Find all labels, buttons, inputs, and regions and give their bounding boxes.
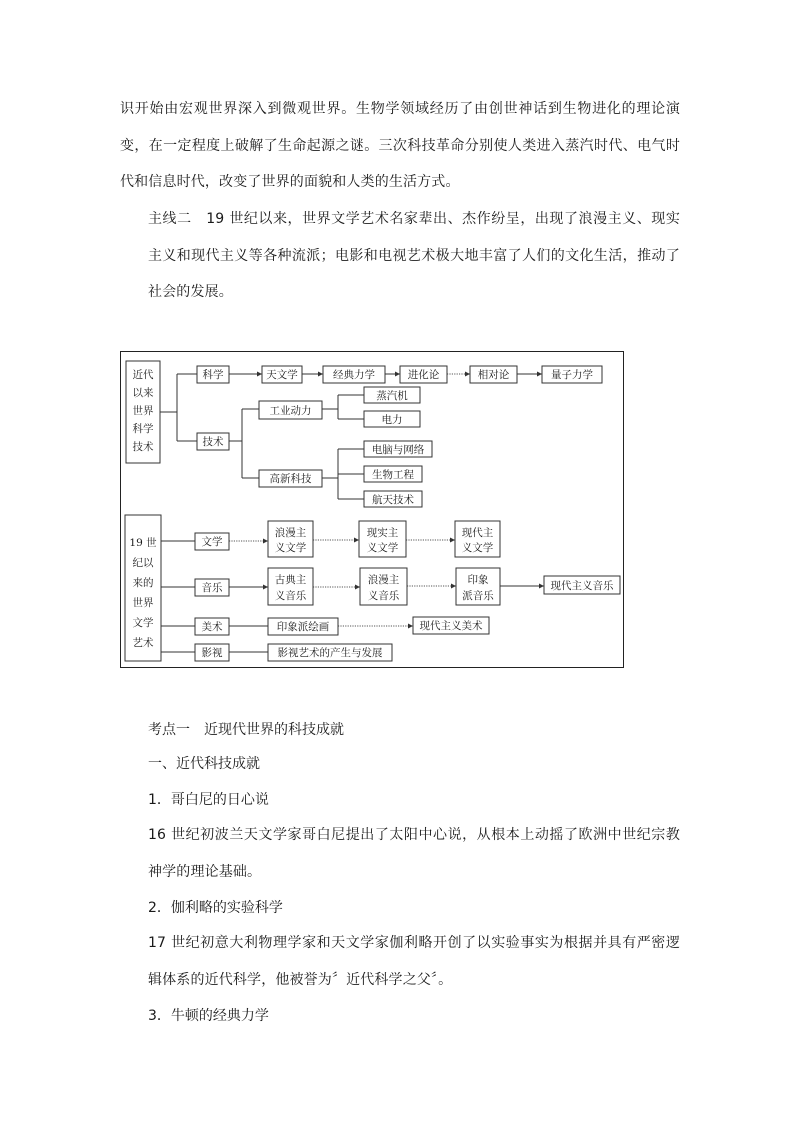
art-chain-label: 现代主义美术 xyxy=(419,620,483,632)
arts-root-line: 文学 xyxy=(132,617,154,629)
literature-chain-line: 义文学 xyxy=(461,542,494,554)
arts-root-line: 19 世 xyxy=(129,537,157,549)
science-chain-label: 经典力学 xyxy=(333,369,375,381)
music-label: 音乐 xyxy=(201,582,223,594)
art-chain-label: 印象派绘画 xyxy=(276,621,330,633)
science-root-line: 以来 xyxy=(132,387,154,399)
paragraph-mainline-two: 主线二 19 世纪以来，世界文学艺术名家辈出、杰作纷呈，出现了浪漫主义、现实主义和现代主义等各种流派；电影和电视艺术极大地丰富了人们的文化生活，推动了社会的发展。 xyxy=(148,211,680,300)
literature-chain-line: 义文学 xyxy=(274,542,307,554)
item-heading-galileo: 2．伽利略的实验科学 xyxy=(148,900,283,916)
science-chain-label: 相对论 xyxy=(477,369,510,381)
industrial-power-label: 工业动力 xyxy=(269,405,312,417)
arts-root-line: 纪以 xyxy=(132,557,154,569)
paragraph-galileo: 17 世纪初意大利物理学家和天文学家伽利略开创了以实验事实为根据并具有严密逻辑体系的近代科学，他被誉为〞近代科学之父〞。 xyxy=(148,935,680,988)
science-root-line: 世界 xyxy=(132,405,154,417)
power-item-label: 电力 xyxy=(381,414,403,426)
music-chain-line: 义音乐 xyxy=(274,590,307,602)
literature-label: 文学 xyxy=(201,536,223,548)
music-chain-line: 派音乐 xyxy=(462,590,494,602)
science-root-line: 技术 xyxy=(132,441,154,453)
music-chain-line: 印象 xyxy=(467,574,489,586)
exam-point-heading: 考点一 近现代世界的科技成就 xyxy=(148,722,344,738)
power-connector xyxy=(322,395,364,419)
arts-root-line: 世界 xyxy=(132,597,154,609)
tech-connector xyxy=(229,409,259,478)
music-chain-line: 义音乐 xyxy=(367,590,400,602)
literature-chain-line: 现实主 xyxy=(366,527,399,539)
science-chain-label: 进化论 xyxy=(407,369,440,381)
music-last-label: 现代主义音乐 xyxy=(550,580,614,592)
item-heading-copernicus: 1．哥白尼的日心说 xyxy=(148,792,269,808)
science-label: 科学 xyxy=(202,369,224,381)
power-item-label: 蒸汽机 xyxy=(376,390,408,402)
science-root-line: 近代 xyxy=(132,369,154,381)
hightech-item-label: 电脑与网络 xyxy=(371,444,425,456)
science-root-line: 科学 xyxy=(132,423,154,435)
arts-root-line: 来的 xyxy=(132,577,154,589)
music-chain-line: 古典主 xyxy=(274,574,307,586)
literature-chain-line: 现代主 xyxy=(461,527,494,539)
art-label: 美术 xyxy=(201,621,223,633)
tech-label: 技术 xyxy=(202,436,224,448)
knowledge-structure-diagram xyxy=(120,351,625,669)
film-item-label: 影视艺术的产生与发展 xyxy=(277,647,383,659)
section-heading: 一、近代科技成就 xyxy=(148,756,260,772)
paragraph-copernicus: 16 世纪初波兰天文学家哥白尼提出了太阳中心说，从根本上动摇了欧洲中世纪宗教神学的理论基础。 xyxy=(148,827,680,880)
paragraph-science-summary: 识开始由宏观世界深入到微观世界。生物学领域经历了由创世神话到生物进化的理论演变，在一定程度上破解了生命起源之谜。三次科技革命分别使人类进入蒸汽时代、电气时代和信息时代，改变了世界的面貌和人类的生活方式。 xyxy=(120,101,680,190)
literature-chain-line: 义文学 xyxy=(366,542,399,554)
hightech-label: 高新科技 xyxy=(269,473,312,485)
literature-chain-line: 浪漫主 xyxy=(274,527,307,539)
item-heading-newton: 3．牛顿的经典力学 xyxy=(148,1008,269,1024)
hightech-item-label: 生物工程 xyxy=(372,469,414,481)
arts-root-line: 艺术 xyxy=(132,637,154,649)
hightech-connector xyxy=(322,449,364,499)
science-root-connector xyxy=(160,374,197,441)
science-root-label xyxy=(133,368,154,453)
science-chain-label: 天文学 xyxy=(266,369,298,381)
hightech-item-label: 航天技术 xyxy=(372,494,414,506)
film-label: 影视 xyxy=(201,647,223,659)
music-chain-line: 浪漫主 xyxy=(367,574,400,586)
science-chain-label: 量子力学 xyxy=(551,369,593,381)
